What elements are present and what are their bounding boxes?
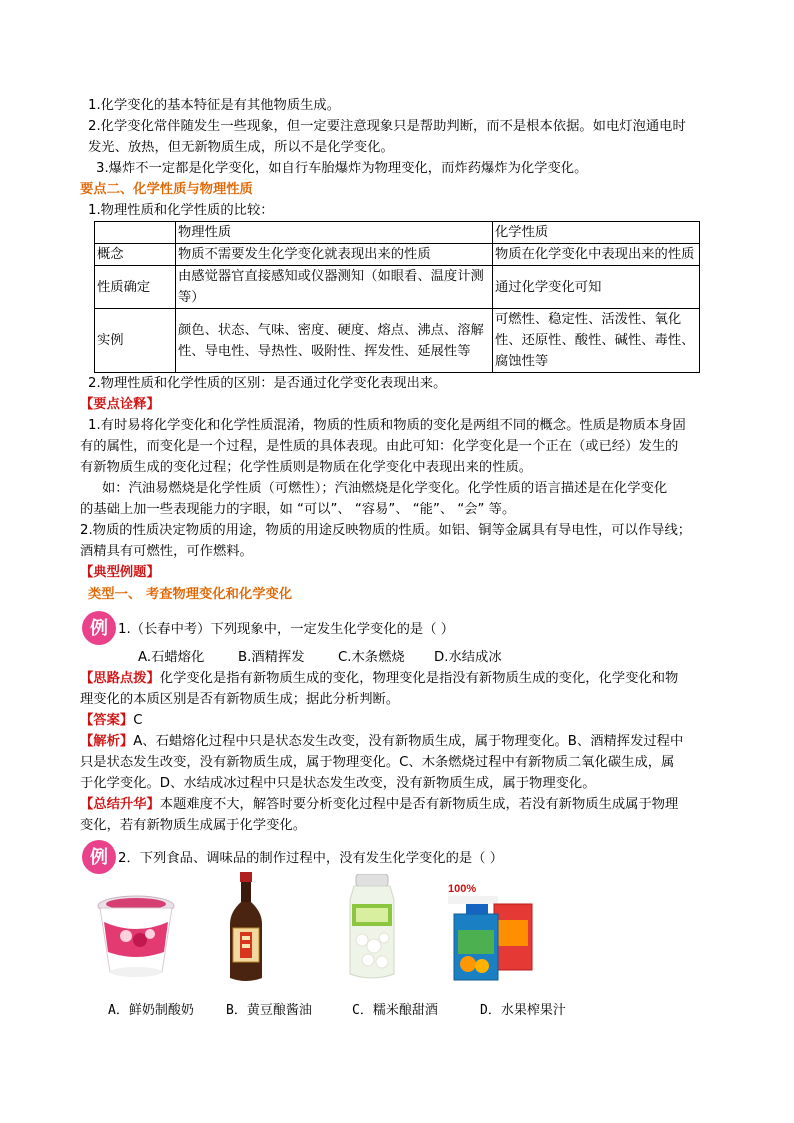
rice-wine-jar-image [342, 874, 402, 982]
q2-option-b: B．黄豆酿酱油 [226, 1003, 312, 1018]
section-heading: 要点二、化学性质与物理性质 [80, 182, 253, 197]
answer-value: C [133, 713, 143, 728]
table-header-row [95, 222, 700, 244]
summary-line-a [80, 794, 716, 815]
q2-photos [92, 870, 552, 990]
chem-cell: 通过化学变化可知 [493, 266, 700, 309]
summary-tag: 【总结升华】 [80, 797, 160, 812]
examples-tag: 【典型例题】 [80, 565, 160, 580]
intro-p2a: 2.化学变化常伴随发生一些现象，但一定要注意现象只是帮助判断，而不是根本依据。如电灯泡通电时 [88, 119, 686, 134]
q2-question: 2．下列食品、调味品的制作过程中，没有发生化学变化的是（ ） [118, 851, 503, 866]
analysis-text-a: A、石蜡熔化过程中只是状态发生改变，没有新物质生成，属于物理变化。B、酒精挥发过程中 [133, 734, 684, 749]
example-badge-icon: 例 [82, 840, 116, 874]
table-header-cell: 化学性质 [493, 222, 700, 244]
table-row [95, 309, 700, 373]
explain-p2a: 如：汽油易燃烧是化学性质（可燃性）；汽油燃烧是化学变化。化学性质的语言描述是在化学变化 [102, 481, 668, 496]
explain-tag: 【要点诠释】 [80, 397, 160, 412]
q1-block [80, 605, 716, 647]
q1-option-d: D.水结成冰 [434, 650, 502, 665]
q1-option-a: A.石蜡熔化 [138, 650, 205, 665]
q1-options [80, 647, 716, 668]
explain-p2b: 的基础上加一些表现能力的字眼，如 “可以”、 “容易”、 “能”、 “会” 等。 [80, 502, 516, 517]
row-label: 实例 [95, 309, 176, 373]
row-label: 概念 [95, 244, 176, 266]
table-header-cell [95, 222, 176, 244]
explain-p1c: 有新物质生成的变化过程；化学性质则是物质在化学变化中表现出来的性质。 [80, 460, 533, 475]
juice-100-label: 100% [448, 883, 477, 895]
type1-heading: 类型一、 考查物理变化和化学变化 [88, 587, 293, 602]
q1-option-b: B.酒精挥发 [238, 650, 305, 665]
q1-option-c: C.木条燃烧 [338, 650, 405, 665]
compare-title: 1.物理性质和化学性质的比较： [88, 203, 274, 218]
phys-cell: 由感觉器官直接感知或仪器测知（如眼看、温度计测等） [176, 266, 493, 309]
table-row [95, 244, 700, 266]
document-page [80, 95, 716, 876]
table-row [95, 266, 700, 309]
row-label: 性质确定 [95, 266, 176, 309]
chem-cell: 物质在化学变化中表现出来的性质 [493, 244, 700, 266]
summary-text-a: 本题难度不大，解答时要分析变化过程中是否有新物质生成，若没有新物质生成属于物理 [159, 797, 679, 812]
hint-line-a [80, 668, 716, 689]
answer-tag: 【答案】 [80, 713, 134, 728]
phys-cell: 颜色、状态、气味、密度、硬度、熔点、沸点、溶解性、导电性、导热性、吸附性、挥发性、延展性等 [176, 309, 493, 373]
answer-line [80, 710, 716, 731]
explain-p1a: 1.有时易将化学变化和化学性质混淆，物质的性质和物质的变化是两组不同的概念。性质是物质本身固 [88, 418, 686, 433]
juice-box-image [444, 880, 544, 984]
explain-p1b: 有的属性，而变化是一个过程，是性质的具体表现。由此可知：化学变化是一个正在（或已经）发生的 [80, 439, 679, 454]
intro-p1: 1.化学变化的基本特征是有其他物质生成。 [88, 98, 341, 113]
yogurt-cup-image [96, 892, 176, 980]
chem-cell: 可燃性、稳定性、活泼性、氧化性、还原性、酸性、碱性、毒性、腐蚀性等 [493, 309, 700, 373]
explain-p3a: 2.物质的性质决定物质的用途，物质的用途反映物质的性质。如铝、铜等金属具有导电性，可以作导线； [80, 523, 692, 538]
phys-cell: 物质不需要发生化学变化就表现出来的性质 [176, 244, 493, 266]
table-header-cell: 物理性质 [176, 222, 493, 244]
analysis-line-a [80, 731, 716, 752]
analysis-line-b: 只是状态发生改变，没有新物质生成，属于物理变化。C、木条燃烧过程中有新物质二氧化碳生成，属 [80, 755, 675, 770]
intro-p2b: 发光、放热，但无新物质生成，所以不是化学变化。 [88, 140, 394, 155]
q2-option-a: A．鲜奶制酸奶 [108, 1003, 194, 1018]
q1-question: 1.（长春中考）下列现象中，一定发生化学变化的是（ ） [118, 622, 455, 637]
explain-p3b: 酒精具有可燃性，可作燃料。 [80, 544, 253, 559]
summary-line-b: 变化，若有新物质生成属于化学变化。 [80, 818, 307, 833]
example-badge-icon: 例 [82, 611, 116, 645]
diff-line: 2.物理性质和化学性质的区别：是否通过化学变化表现出来。 [88, 376, 447, 391]
hint-line-b: 理变化的本质区别是否有新物质生成；据此分析判断。 [80, 692, 400, 707]
hint-tag: 【思路点拨】 [80, 671, 160, 686]
analysis-line-c: 于化学变化。D、水结成冰过程中只是状态发生改变，没有新物质生成，属于物理变化。 [80, 776, 596, 791]
soy-sauce-bottle-image [226, 872, 266, 984]
hint-text-a: 化学变化是指有新物质生成的变化，物理变化是指没有新物质生成的变化，化学变化和物 [159, 671, 679, 686]
q2-option-d: D．水果榨果汁 [480, 1003, 566, 1018]
intro-p3: 3.爆炸不一定都是化学变化，如自行车胎爆炸为物理变化，而炸药爆炸为化学变化。 [96, 161, 588, 176]
q2-option-c: C．糯米酿甜酒 [352, 1003, 438, 1018]
comparison-table [94, 221, 700, 373]
analysis-tag: 【解析】 [80, 734, 134, 749]
